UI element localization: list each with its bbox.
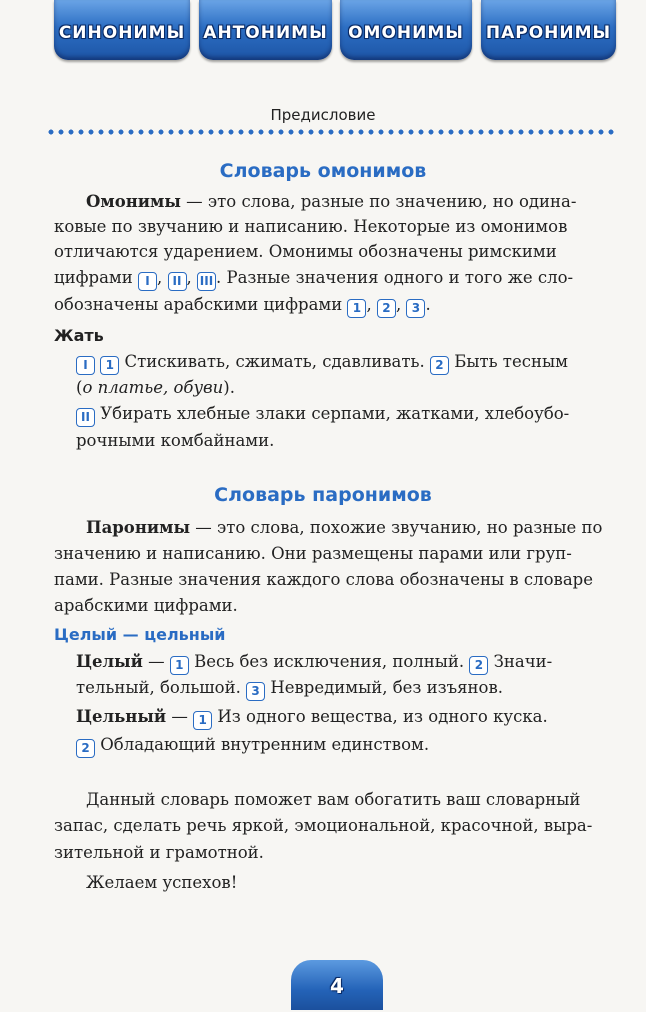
tab-homonyms[interactable]: ОМОНИМЫ xyxy=(340,0,472,60)
arabic-numeral-badge: 1 xyxy=(347,299,366,318)
entry-line: (о платье, обуви). xyxy=(76,378,235,397)
closing-line: запас, сделать речь яркой, эмоциональной, красочной, выра- xyxy=(54,816,593,835)
roman-numeral-badge: I xyxy=(138,272,157,291)
paragraph-line: цифрами I , II , III . Разные значения одного и того же сло- xyxy=(54,268,573,291)
paragraph-line: ковые по звучанию и написанию. Некоторые из омонимов xyxy=(54,217,568,236)
arabic-numeral-badge: 2 xyxy=(76,739,95,758)
paragraph-line: Паронимы — это слова, похожие звучанию, но разные по xyxy=(86,518,603,537)
paragraph-line: обозначены арабскими цифрами 1 , 2 , 3 . xyxy=(54,295,431,318)
entry-line: тельный, большой. 3 Невредимый, без изъянов. xyxy=(76,678,503,701)
term: Паронимы xyxy=(86,518,191,537)
paragraph-line: Омонимы — это слова, разные по значению, но одина- xyxy=(86,192,577,211)
entry-line: I 1 Стискивать, сжимать, сдавливать. 2 Быть тесным xyxy=(76,352,568,375)
closing-line: зительной и грамотной. xyxy=(54,843,264,862)
dotted-divider xyxy=(46,128,616,136)
running-header: Предисловие xyxy=(270,106,376,124)
arabic-numeral-badge: 2 xyxy=(377,299,396,318)
roman-numeral-badge: II xyxy=(168,272,187,291)
arabic-numeral-badge: 2 xyxy=(469,656,488,675)
paragraph-line: значению и написанию. Они размещены парами или груп- xyxy=(54,544,572,563)
roman-numeral-badge: I xyxy=(76,356,95,375)
arabic-numeral-badge: 1 xyxy=(100,356,119,375)
roman-numeral-badge: II xyxy=(76,408,95,427)
arabic-numeral-badge: 1 xyxy=(193,711,212,730)
entry-line: Целый — 1 Весь без исключения, полный. 2 Значи- xyxy=(76,652,552,675)
tab-synonyms[interactable]: СИНОНИМЫ xyxy=(54,0,190,60)
entry-line: 2 Обладающий внутренним единством. xyxy=(76,735,429,758)
term: Омонимы xyxy=(86,192,181,211)
closing-line: Данный словарь поможет вам обогатить ваш словарный xyxy=(86,790,581,809)
section-title-homonyms: Словарь омонимов xyxy=(219,160,427,182)
arabic-numeral-badge: 2 xyxy=(430,356,449,375)
headword: Жать xyxy=(54,326,104,345)
closing-line: Желаем успехов! xyxy=(86,873,238,892)
entry-line: рочными комбайнами. xyxy=(76,431,275,450)
section-title-paronyms: Словарь паронимов xyxy=(214,484,432,506)
entry-line: Цельный — 1 Из одного вещества, из одного куска. xyxy=(76,707,548,730)
page-number: 4 xyxy=(291,960,383,1010)
tab-paronyms[interactable]: ПАРОНИМЫ xyxy=(481,0,616,60)
tab-antonyms[interactable]: АНТОНИМЫ xyxy=(199,0,332,60)
paragraph-line: арабскими цифрами. xyxy=(54,596,238,615)
paronym-pair-heading: Целый — цельный xyxy=(54,625,226,644)
entry-line: II Убирать хлебные злаки серпами, жатками, хлебоубо- xyxy=(76,404,569,427)
top-tabs xyxy=(0,0,646,66)
arabic-numeral-badge: 1 xyxy=(170,656,189,675)
roman-numeral-badge: III xyxy=(197,272,216,291)
arabic-numeral-badge: 3 xyxy=(406,299,425,318)
paragraph-line: пами. Разные значения каждого слова обозначены в словаре xyxy=(54,570,593,589)
paragraph-line: отличаются ударением. Омонимы обозначены римскими xyxy=(54,242,557,261)
arabic-numeral-badge: 3 xyxy=(246,682,265,701)
